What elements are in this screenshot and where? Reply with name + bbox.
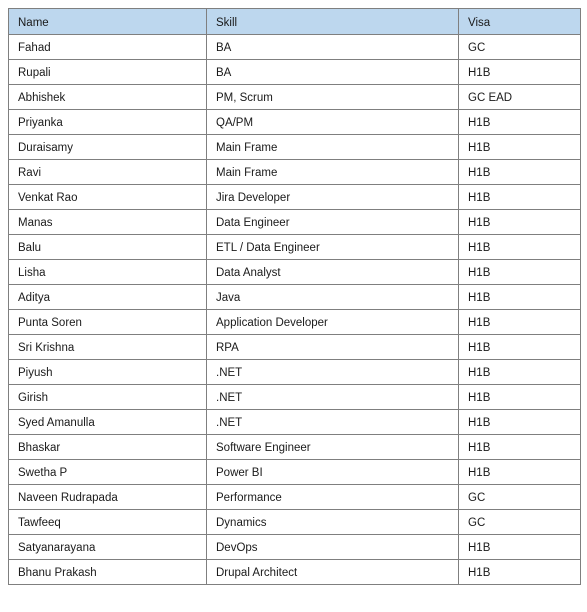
skill-cell: DevOps xyxy=(207,535,459,560)
table-row xyxy=(9,410,581,435)
visa-cell: H1B xyxy=(459,410,581,435)
skill-cell: .NET xyxy=(207,360,459,385)
visa-cell: H1B xyxy=(459,160,581,185)
visa-cell: H1B xyxy=(459,285,581,310)
table-row xyxy=(9,260,581,285)
skill-cell: .NET xyxy=(207,410,459,435)
column-header-visa: Visa xyxy=(459,9,581,35)
header-row xyxy=(9,9,581,35)
candidate-sheet xyxy=(8,8,580,585)
skill-cell: Main Frame xyxy=(207,135,459,160)
name-cell: Piyush xyxy=(9,360,207,385)
skill-cell: QA/PM xyxy=(207,110,459,135)
table-row xyxy=(9,360,581,385)
name-cell: Syed Amanulla xyxy=(9,410,207,435)
skill-cell: Dynamics xyxy=(207,510,459,535)
visa-cell: H1B xyxy=(459,185,581,210)
skill-cell: Power BI xyxy=(207,460,459,485)
name-cell: Manas xyxy=(9,210,207,235)
visa-cell: H1B xyxy=(459,335,581,360)
name-cell: Ravi xyxy=(9,160,207,185)
name-cell: Priyanka xyxy=(9,110,207,135)
name-cell: Naveen Rudrapada xyxy=(9,485,207,510)
name-cell: Tawfeeq xyxy=(9,510,207,535)
visa-cell: H1B xyxy=(459,535,581,560)
table-header xyxy=(9,9,581,35)
table-row xyxy=(9,185,581,210)
name-cell: Aditya xyxy=(9,285,207,310)
name-cell: Venkat Rao xyxy=(9,185,207,210)
name-cell: Duraisamy xyxy=(9,135,207,160)
table-row xyxy=(9,335,581,360)
visa-cell: H1B xyxy=(459,560,581,585)
visa-cell: H1B xyxy=(459,135,581,160)
skill-cell: BA xyxy=(207,60,459,85)
visa-cell: H1B xyxy=(459,435,581,460)
skill-cell: Performance xyxy=(207,485,459,510)
name-cell: Satyanarayana xyxy=(9,535,207,560)
visa-cell: H1B xyxy=(459,310,581,335)
candidate-table xyxy=(8,8,581,585)
table-row xyxy=(9,310,581,335)
table-row xyxy=(9,460,581,485)
visa-cell: H1B xyxy=(459,60,581,85)
name-cell: Bhanu Prakash xyxy=(9,560,207,585)
name-cell: Abhishek xyxy=(9,85,207,110)
visa-cell: H1B xyxy=(459,235,581,260)
table-row xyxy=(9,385,581,410)
skill-cell: ETL / Data Engineer xyxy=(207,235,459,260)
table-row xyxy=(9,110,581,135)
column-header-name: Name xyxy=(9,9,207,35)
skill-cell: Data Analyst xyxy=(207,260,459,285)
visa-cell: GC xyxy=(459,35,581,60)
table-row xyxy=(9,560,581,585)
table-row xyxy=(9,35,581,60)
table-row xyxy=(9,435,581,460)
skill-cell: RPA xyxy=(207,335,459,360)
column-header-skill: Skill xyxy=(207,9,459,35)
table-row xyxy=(9,285,581,310)
visa-cell: H1B xyxy=(459,110,581,135)
table-row xyxy=(9,510,581,535)
skill-cell: PM, Scrum xyxy=(207,85,459,110)
name-cell: Rupali xyxy=(9,60,207,85)
table-row xyxy=(9,210,581,235)
name-cell: Fahad xyxy=(9,35,207,60)
table-row xyxy=(9,235,581,260)
skill-cell: Java xyxy=(207,285,459,310)
table-row xyxy=(9,135,581,160)
name-cell: Balu xyxy=(9,235,207,260)
visa-cell: H1B xyxy=(459,360,581,385)
skill-cell: Application Developer xyxy=(207,310,459,335)
skill-cell: Main Frame xyxy=(207,160,459,185)
visa-cell: GC EAD xyxy=(459,85,581,110)
name-cell: Lisha xyxy=(9,260,207,285)
skill-cell: Software Engineer xyxy=(207,435,459,460)
skill-cell: .NET xyxy=(207,385,459,410)
skill-cell: Jira Developer xyxy=(207,185,459,210)
visa-cell: H1B xyxy=(459,460,581,485)
table-row xyxy=(9,485,581,510)
name-cell: Swetha P xyxy=(9,460,207,485)
visa-cell: H1B xyxy=(459,385,581,410)
name-cell: Punta Soren xyxy=(9,310,207,335)
table-row xyxy=(9,60,581,85)
name-cell: Bhaskar xyxy=(9,435,207,460)
name-cell: Sri Krishna xyxy=(9,335,207,360)
skill-cell: Drupal Architect xyxy=(207,560,459,585)
name-cell: Girish xyxy=(9,385,207,410)
visa-cell: H1B xyxy=(459,210,581,235)
table-row xyxy=(9,85,581,110)
visa-cell: H1B xyxy=(459,260,581,285)
table-body xyxy=(9,35,581,585)
skill-cell: BA xyxy=(207,35,459,60)
visa-cell: GC xyxy=(459,510,581,535)
skill-cell: Data Engineer xyxy=(207,210,459,235)
visa-cell: GC xyxy=(459,485,581,510)
table-row xyxy=(9,535,581,560)
table-row xyxy=(9,160,581,185)
